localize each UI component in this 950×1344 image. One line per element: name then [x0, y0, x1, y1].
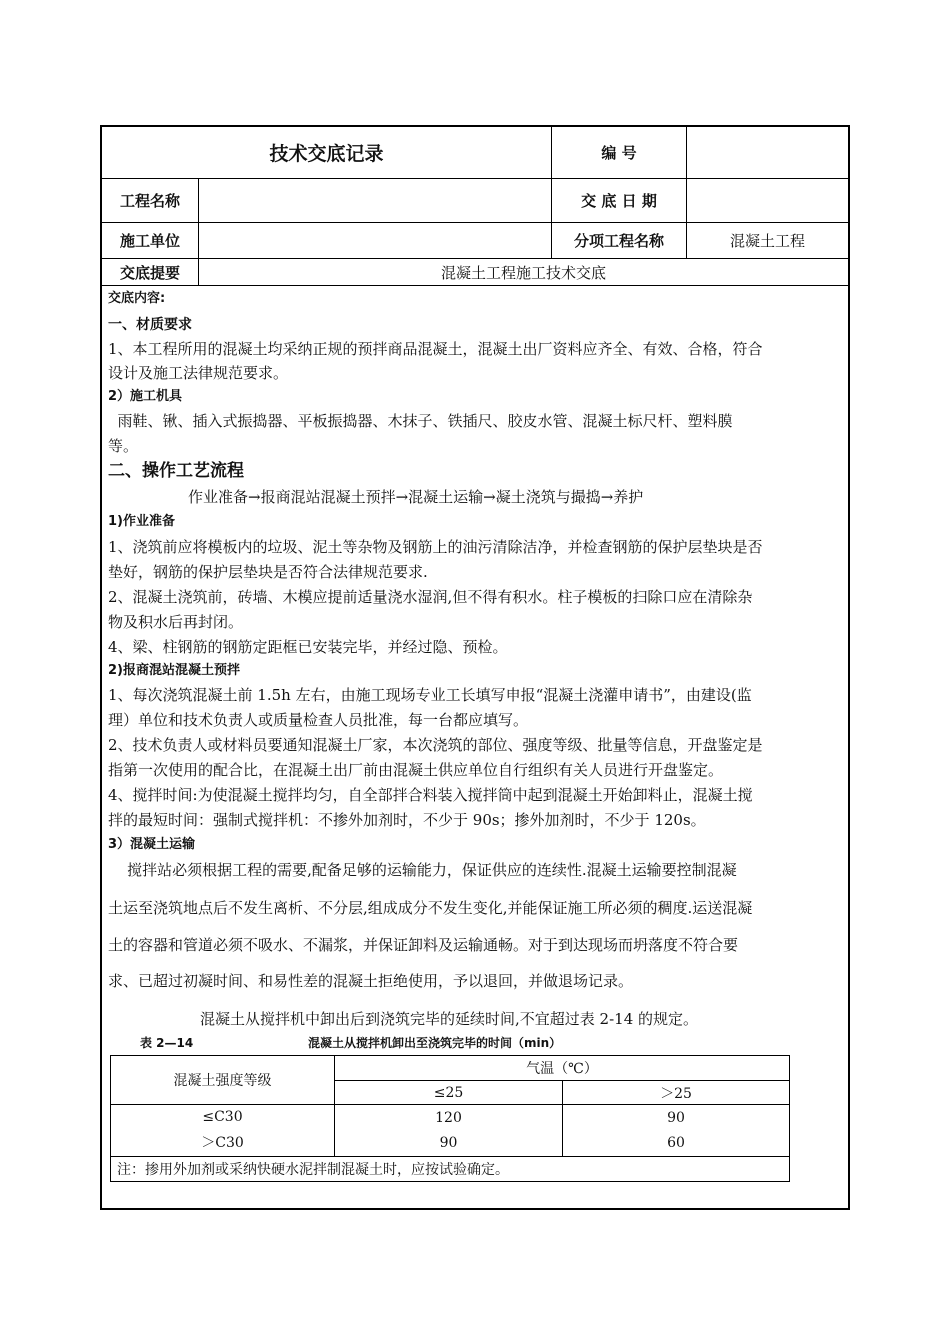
date-label: 交 底 日 期	[552, 179, 687, 223]
s1-tools-line-1: 雨鞋、锹、插入式振捣器、平板振捣器、木抹子、铁插尺、胶皮水管、混凝土标尺杆、塑料膜	[108, 412, 733, 430]
subsection-1: 1)作业准备	[108, 514, 175, 529]
q1-line-1: 1、每次浇筑混凝土前 1.5h 左右，由施工现场专业工长填写申报“混凝土浇灌申请书”，由建设(监	[108, 686, 752, 704]
p2-line-2: 物及积水后再封闭。	[108, 613, 244, 631]
subproject-value: 混凝土工程	[687, 223, 848, 259]
p1-line-1: 1、浇筑前应将模板内的垃圾、泥土等杂物及钢筋上的油污清除洁净，并检查钢筋的保护层垫块是否	[108, 538, 763, 556]
q4-line-1: 4、搅拌时间:为使混凝土搅拌均匀，自全部拌合料装入搅拌筒中起到混凝土开始卸料止，混凝土搅	[108, 786, 753, 804]
number-label: 编 号	[552, 127, 687, 179]
s1-tools-line-2: 等。	[108, 437, 139, 455]
summary-value: 混凝土工程施工技术交底	[199, 259, 848, 286]
row-1-grade: ≤C30	[202, 1108, 243, 1125]
r-line-1: 搅拌站必须根据工程的需要,配备足够的运输能力，保证供应的连续性.混凝土运输要控制混凝	[108, 861, 737, 879]
s1-paragraph-1-line-2: 设计及施工法律规范要求。	[108, 364, 289, 382]
unit-value	[199, 223, 552, 259]
p4-line: 4、梁、柱钢筋的钢筋定距框已安装完毕，并经过隐、预检。	[108, 638, 508, 656]
table-caption: 混凝土从搅拌机卸出至浇筑完毕的时间（min）	[308, 1036, 562, 1050]
q4-line-2: 拌的最短时间：强制式搅拌机：不掺外加剂时，不少于 90s；掺外加剂时，不少于 120s。	[108, 811, 706, 829]
r-line-5: 混凝土从搅拌机中卸出后到浇筑完毕的延续时间,不宜超过表 2-14 的规定。	[200, 1010, 699, 1028]
document-title: 技术交底记录	[102, 127, 552, 179]
subsection-3: 3）混凝土运输	[108, 837, 196, 852]
row-1-le25: 120	[435, 1109, 462, 1126]
r-line-3: 土的容器和管道必须不吸水、不漏浆，并保证卸料及运输通畅。对于到达现场而坍落度不符合要	[108, 936, 739, 954]
date-value	[687, 179, 848, 223]
summary-label: 交底提要	[102, 259, 199, 286]
q2-line-2: 指第一次使用的配合比，在混凝土出厂前由混凝土供应单位自行组织有关人员进行开盘鉴定。	[108, 761, 724, 779]
s1-subsection-tools: 2）施工机具	[108, 389, 183, 404]
section-1-title: 一、材质要求	[108, 317, 192, 333]
row-1-gt25: 90	[667, 1109, 685, 1126]
table-number: 表 2—14	[140, 1036, 194, 1050]
grade-cell	[111, 1105, 335, 1157]
table-note: 注：掺用外加剂或采纳快硬水泥拌制混凝土时，应按试验确定。	[111, 1157, 790, 1182]
s1-paragraph-1-line-1: 1、本工程所用的混凝土均采纳正规的预拌商品混凝土，混凝土出厂资料应齐全、有效、合格，符合	[108, 340, 763, 358]
number-value	[687, 127, 848, 179]
col-header-gt25: ＞25	[563, 1081, 790, 1105]
gt25-cell	[563, 1105, 790, 1157]
unit-label: 施工单位	[102, 223, 199, 259]
le25-cell	[335, 1105, 563, 1157]
q2-line-1: 2、技术负责人或材料员要通知混凝土厂家，本次浇筑的部位、强度等级、批量等信息，开盘鉴定是	[108, 736, 763, 754]
subsection-2: 2)报商混站混凝土预拌	[108, 663, 240, 678]
content-intro: 交底内容:	[108, 291, 166, 306]
project-name-value	[199, 179, 552, 223]
project-name-label: 工程名称	[102, 179, 199, 223]
section-2-title: 二、操作工艺流程	[108, 461, 244, 481]
col-header-le25: ≤25	[335, 1081, 563, 1105]
r-line-4: 求、已超过初凝时间、和易性差的混凝土拒绝使用，予以退回，并做退场记录。	[108, 972, 634, 990]
row-2-le25: 90	[439, 1135, 458, 1152]
p2-line-1: 2、混凝土浇筑前，砖墙、木模应提前适量浇水湿润,但不得有积水。柱子模板的扫除口应在清除杂	[108, 588, 753, 606]
row-2-gt25: 60	[667, 1135, 685, 1152]
process-flow: 作业准备→报商混站混凝土预拌→混凝土运输→凝土浇筑与撮捣→养护	[188, 488, 644, 506]
subproject-label: 分项工程名称	[552, 223, 687, 259]
col-header-grade: 混凝土强度等级	[111, 1056, 335, 1105]
col-header-temp: 气温（℃）	[335, 1056, 790, 1081]
r-line-2: 土运至浇筑地点后不发生离析、不分层,组成成分不发生变化,并能保证施工所必须的稠度.运送混凝	[108, 899, 753, 917]
sheet-bottom-border	[100, 1208, 850, 1210]
p1-line-2: 垫好，钢筋的保护层垫块是否符合法律规范要求.	[108, 563, 428, 581]
row-2-grade: ＞C30	[201, 1135, 244, 1152]
q1-line-2: 理）单位和技术负责人或质量检查人员批准，每一台都应填写。	[108, 711, 529, 729]
